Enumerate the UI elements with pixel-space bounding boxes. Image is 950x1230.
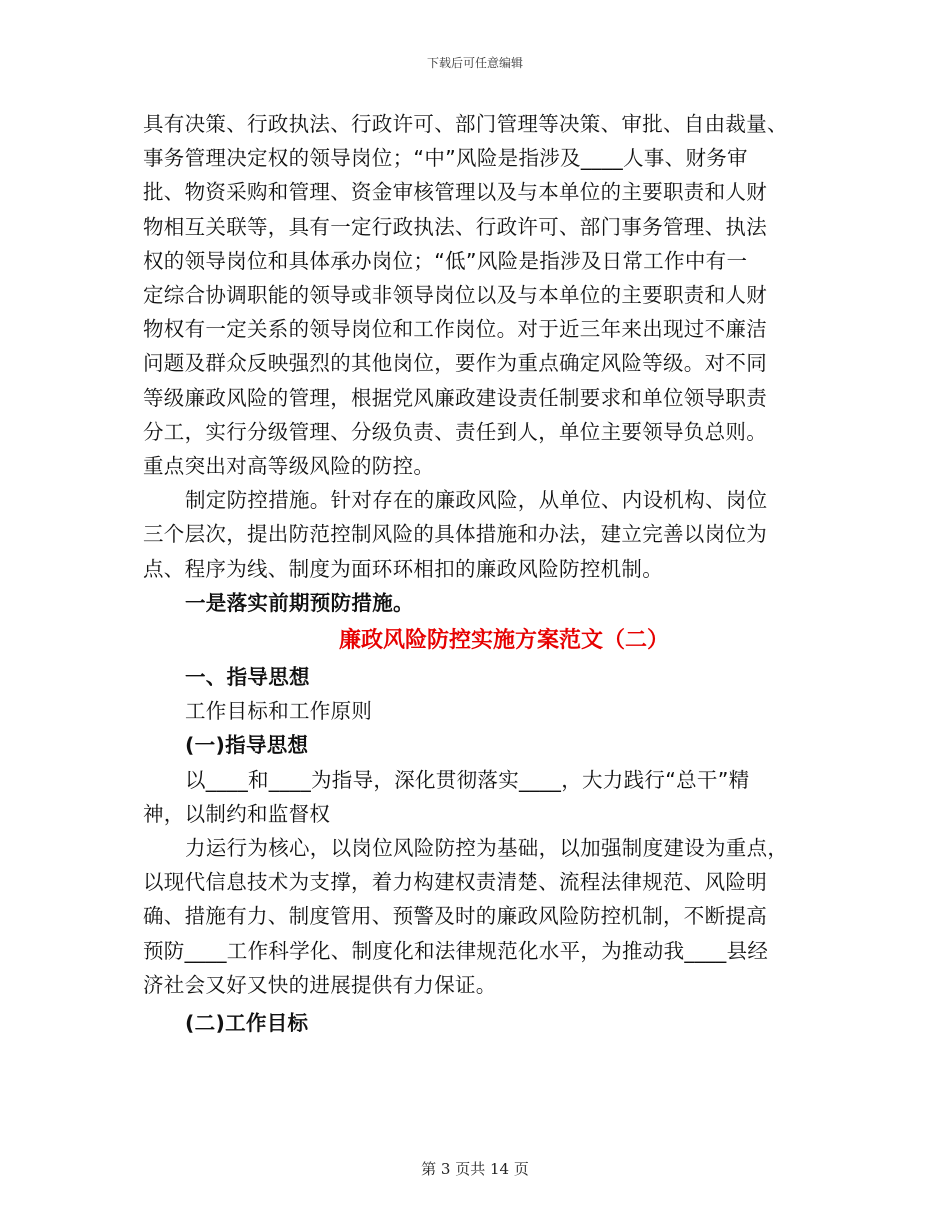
text-line: 以现代信息技术为支撑，着力构建权责清楚、流程法律规范、风险明 <box>143 870 767 895</box>
page-footer <box>0 1158 950 1179</box>
text-line: 三个层次，提出防范控制风险的具体措施和办法，建立完善以岗位为 <box>143 522 767 547</box>
subsection-heading: (二)工作目标 <box>185 1011 309 1036</box>
bold-point: 一是落实前期预防措施。 <box>185 590 414 615</box>
text-line: 神，以制约和监督权 <box>143 801 331 826</box>
text-line: 重点突出对高等级风险的防控。 <box>143 454 435 479</box>
text-line: 点、程序为线、制度为面环环相扣的廉政风险防控机制。 <box>143 556 663 581</box>
text-line: 事务管理决定权的领导岗位；“中”风险是指涉及____人事、财务审 <box>143 146 748 171</box>
paragraph-guiding-thought <box>143 763 823 831</box>
text-line: 定综合协调职能的领导或非领导岗位以及与本单位的主要职责和人财 <box>143 283 767 308</box>
text-line: 权的领导岗位和具体承办岗位；“低”风险是指涉及日常工作中有一 <box>143 248 748 273</box>
text-line: 问题及群众反映强烈的其他岗位，要作为重点确定风险等级。对不同 <box>143 351 767 376</box>
sub-line: 工作目标和工作原则 <box>185 699 373 724</box>
text-line: 等级廉政风险的管理，根据党风廉政建设责任制要求和单位领导职责 <box>143 385 767 410</box>
text-line: 济社会又好又快的进展提供有力保证。 <box>143 972 497 997</box>
subsection-heading: (一)指导思想 <box>185 733 309 758</box>
text-line: 力运行为核心，以岗位风险防控为基础，以加强制度建设为重点， <box>185 836 789 861</box>
text-line: 分工，实行分级管理、分级负责、责任到人，单位主要领导负总则。 <box>143 419 767 444</box>
paragraph-core-mechanism <box>143 831 823 1002</box>
text-line: 具有决策、行政执法、行政许可、部门管理等决策、审批、自由裁量、 <box>143 112 788 136</box>
paragraph-risk-levels <box>143 107 823 483</box>
document-title: 廉政风险防控实施方案范文（二） <box>338 628 669 654</box>
header-note: 下载后可任意编辑 <box>426 56 523 70</box>
text-line: 确、措施有力、制度管用、预警及时的廉政风险防控机制，不断提高 <box>143 904 767 929</box>
section-heading: 一、指导思想 <box>185 665 310 690</box>
text-line: 物权有一定关系的领导岗位和工作岗位。对于近三年来出现过不廉洁 <box>143 317 767 342</box>
document-body <box>143 107 823 1040</box>
text-line: 物相互关联等，具有一定行政执法、行政许可、部门事务管理、执法 <box>143 214 767 239</box>
page-header <box>0 54 950 71</box>
text-line: 预防____工作科学化、制度化和法律规范化水平，为推动我____县经 <box>143 938 769 963</box>
text-line: 制定防控措施。针对存在的廉政风险，从单位、内设机构、岗位 <box>185 488 768 513</box>
text-line: 以____和____为指导，深化贯彻落实____，大力践行“总干”精 <box>185 767 750 792</box>
text-line: 批、物资采购和管理、资金审核管理以及与本单位的主要职责和人财 <box>143 180 767 205</box>
paragraph-control-measures <box>143 483 823 586</box>
page-number: 第 3 页共 14 页 <box>421 1160 529 1178</box>
